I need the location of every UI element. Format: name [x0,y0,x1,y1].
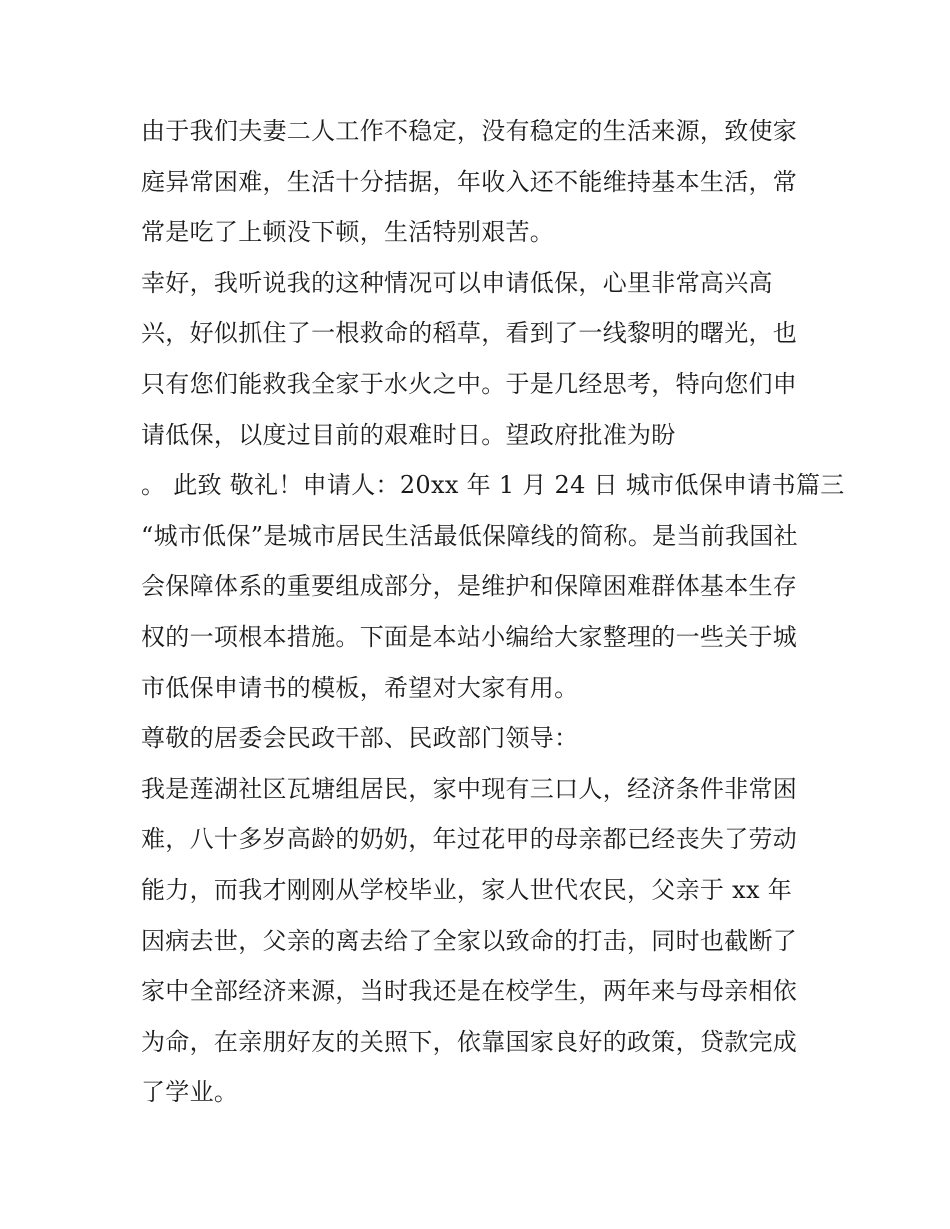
text-line: 由于我们夫妻二人工作不稳定，没有稳定的生活来源，致使家 [141,117,798,145]
text-line: 因病去世，父亲的离去给了全家以致命的打击，同时也截断了 [141,926,798,955]
text-line: 只有您们能救我全家于水火之中。于是几经思考，特向您们申 [141,369,798,398]
text-line: 了学业。 [141,1078,239,1107]
text-line: 会保障体系的重要组成部分，是维护和保障困难群体基本生存 [141,572,798,601]
text-line: 家中全部经济来源，当时我还是在校学生，两年来与母亲相依 [141,977,798,1006]
text-line: 市低保申请书的模板，希望对大家有用。 [141,673,579,702]
text-line: “城市低保”是城市居民生活最低保障线的简称。是当前我国社 [141,521,798,550]
document-body [141,106,845,1118]
text-line: 请低保，以度过目前的艰难时日。望政府批准为盼 [141,420,676,449]
text-line: 幸好，我听说我的这种情况可以申请低保，心里非常高兴高 [141,268,773,297]
text-line: 为命，在亲朋好友的关照下，依靠国家良好的政策，贷款完成 [141,1027,798,1056]
text-line: 常是吃了上顿没下顿，生活特别艰苦。 [141,218,555,247]
text-line: 。 此致 敬礼！申请人：20xx 年 1 月 24 日 城市低保申请书篇三 [141,471,845,500]
text-line: 尊敬的居委会民政干部、民政部门领导： [141,724,579,753]
text-line: 能力，而我才刚刚从学校毕业，家人世代农民，父亲于 xx 年 [141,875,793,904]
text-line: 庭异常困难，生活十分拮据，年收入还不能维持基本生活，常 [141,167,798,196]
text-line: 难，八十多岁高龄的奶奶，年过花甲的母亲都已经丧失了劳动 [141,825,798,854]
text-line: 兴，好似抓住了一根救命的稻草，看到了一线黎明的曙光，也 [141,319,798,348]
text-line: 权的一项根本措施。下面是本站小编给大家整理的一些关于城 [141,622,798,651]
text-line: 我是莲湖社区瓦塘组居民，家中现有三口人，经济条件非常困 [141,774,798,803]
